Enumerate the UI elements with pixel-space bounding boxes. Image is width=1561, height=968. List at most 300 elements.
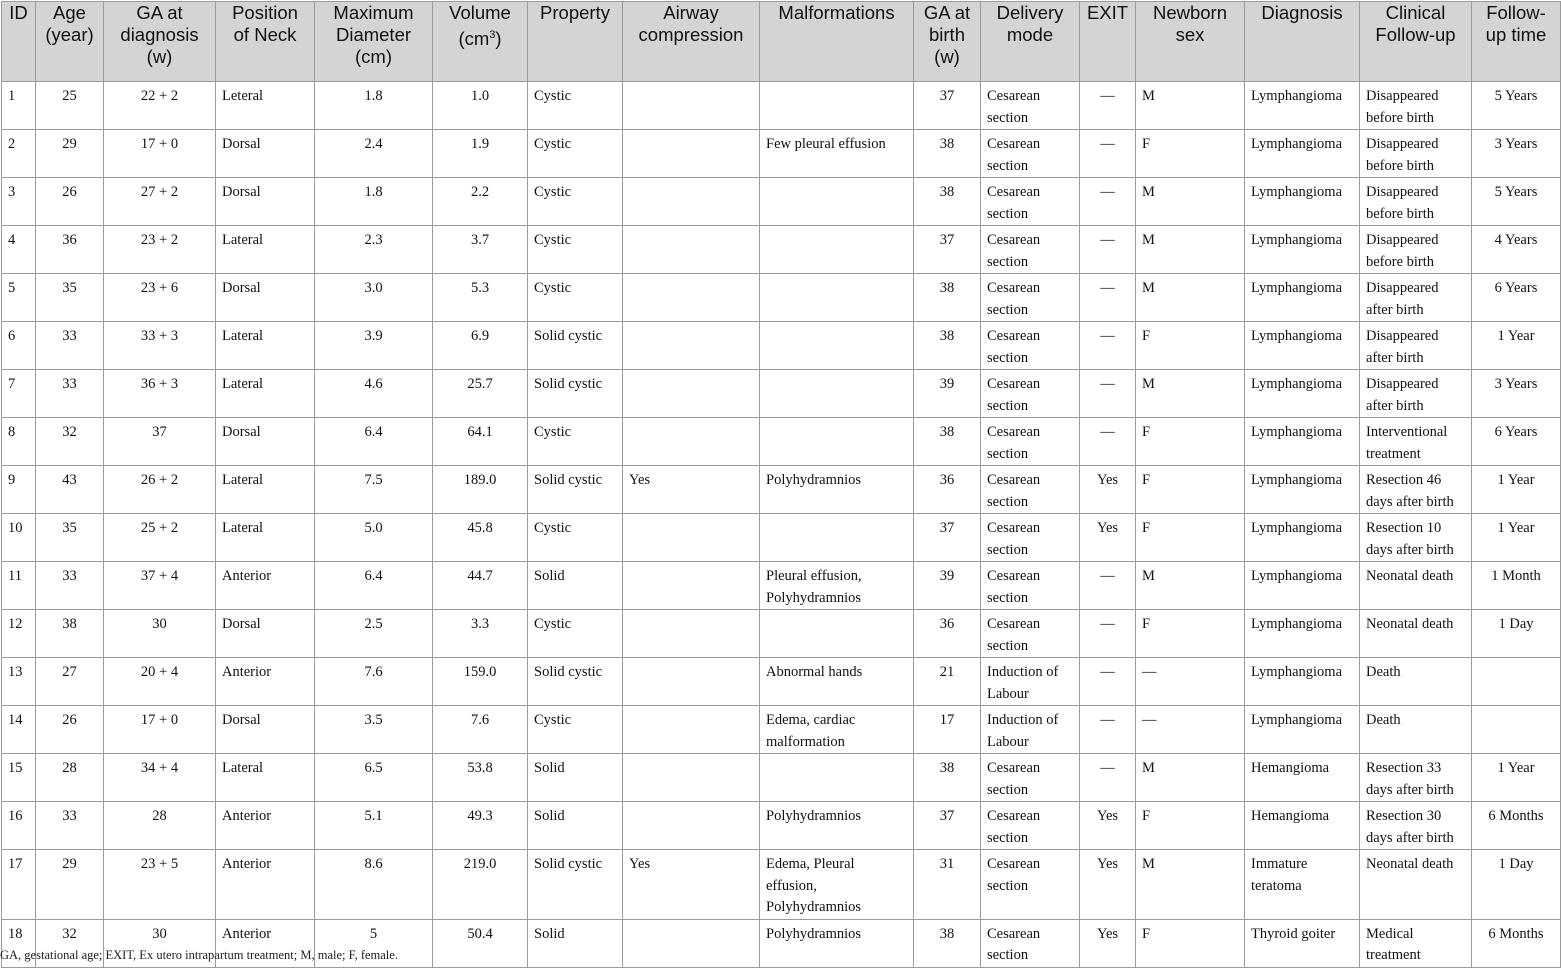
cell-diagnosis: Immature teratoma (1245, 850, 1360, 920)
cell-id: 2 (2, 130, 36, 178)
cell-exit: — (1080, 610, 1136, 658)
cell-position-of-neck: Lateral (216, 370, 315, 418)
table-row (2, 418, 1561, 466)
cell-malformations: Polyhydramnios (760, 466, 914, 514)
cell-airway-compression: Yes (623, 850, 760, 920)
cell-id: 7 (2, 370, 36, 418)
cell-id: 16 (2, 802, 36, 850)
cell-volume: 1.0 (433, 82, 528, 130)
table-row (2, 706, 1561, 754)
cell-exit: — (1080, 706, 1136, 754)
cell-newborn-sex: F (1136, 466, 1245, 514)
cell-ga-at-diagnosis: 25 + 2 (104, 514, 216, 562)
cell-position-of-neck: Lateral (216, 466, 315, 514)
cell-ga-at-birth: 38 (914, 130, 981, 178)
table-row (2, 322, 1561, 370)
cell-airway-compression (623, 514, 760, 562)
cell-ga-at-diagnosis: 23 + 5 (104, 850, 216, 920)
cell-id: 10 (2, 514, 36, 562)
cell-maximum-diameter: 3.9 (315, 322, 433, 370)
cell-malformations (760, 178, 914, 226)
cell-ga-at-diagnosis: 17 + 0 (104, 706, 216, 754)
cell-newborn-sex: — (1136, 706, 1245, 754)
column-header-delivery-mode (981, 2, 1080, 82)
cell-maximum-diameter: 2.3 (315, 226, 433, 274)
cell-age: 25 (36, 82, 104, 130)
cell-clinical-follow-up: Neonatal death (1360, 850, 1472, 920)
cell-ga-at-birth: 38 (914, 178, 981, 226)
cell-maximum-diameter: 5.1 (315, 802, 433, 850)
cell-maximum-diameter: 6.4 (315, 418, 433, 466)
column-header-line: diagnosis (120, 24, 199, 45)
cell-clinical-follow-up: Disappeared after birth (1360, 274, 1472, 322)
cell-position-of-neck: Leteral (216, 82, 315, 130)
cell-diagnosis: Lymphangioma (1245, 658, 1360, 706)
cell-delivery-mode: Cesarean section (981, 850, 1080, 920)
cell-exit: — (1080, 754, 1136, 802)
cell-maximum-diameter: 3.5 (315, 706, 433, 754)
cell-malformations (760, 370, 914, 418)
cell-follow-up-time: 1 Day (1472, 850, 1561, 920)
column-header-airway-compression (623, 2, 760, 82)
cell-airway-compression (623, 706, 760, 754)
cell-airway-compression: Yes (623, 466, 760, 514)
cell-follow-up-time: 6 Months (1472, 919, 1561, 967)
column-header-line: Follow-up (1375, 24, 1456, 45)
cell-follow-up-time: 1 Year (1472, 322, 1561, 370)
column-header-follow-up-time (1472, 2, 1561, 82)
cell-airway-compression (623, 802, 760, 850)
column-header-line: Property (540, 2, 610, 23)
cell-follow-up-time (1472, 706, 1561, 754)
cell-exit: — (1080, 370, 1136, 418)
cell-airway-compression (623, 178, 760, 226)
column-header-position-of-neck (216, 2, 315, 82)
cell-property: Solid (528, 562, 623, 610)
cell-ga-at-birth: 37 (914, 226, 981, 274)
cell-age: 35 (36, 514, 104, 562)
cell-position-of-neck: Anterior (216, 562, 315, 610)
cell-ga-at-birth: 38 (914, 919, 981, 967)
cell-exit: — (1080, 130, 1136, 178)
cell-age: 43 (36, 466, 104, 514)
cell-follow-up-time: 1 Day (1472, 610, 1561, 658)
cell-ga-at-birth: 39 (914, 370, 981, 418)
cell-delivery-mode: Cesarean section (981, 466, 1080, 514)
cell-follow-up-time: 6 Months (1472, 802, 1561, 850)
column-header-line: Volume (449, 2, 511, 23)
cell-id: 4 (2, 226, 36, 274)
column-header-line: Diameter (335, 24, 412, 45)
cell-delivery-mode: Cesarean section (981, 322, 1080, 370)
cell-property: Solid (528, 802, 623, 850)
cell-diagnosis: Lymphangioma (1245, 514, 1360, 562)
cell-exit: Yes (1080, 919, 1136, 967)
cell-diagnosis: Lymphangioma (1245, 466, 1360, 514)
cell-age: 33 (36, 370, 104, 418)
cell-volume: 50.4 (433, 919, 528, 967)
cell-newborn-sex: M (1136, 274, 1245, 322)
cell-volume: 2.2 (433, 178, 528, 226)
cell-position-of-neck: Dorsal (216, 610, 315, 658)
clinical-data-table-container (1, 1, 1560, 968)
cell-ga-at-diagnosis: 23 + 2 (104, 226, 216, 274)
cell-diagnosis: Lymphangioma (1245, 322, 1360, 370)
cell-ga-at-diagnosis: 34 + 4 (104, 754, 216, 802)
cell-property: Cystic (528, 226, 623, 274)
cell-clinical-follow-up: Interventional treatment (1360, 418, 1472, 466)
cell-newborn-sex: M (1136, 178, 1245, 226)
column-header-line: GA at (923, 2, 971, 23)
cell-position-of-neck: Lateral (216, 322, 315, 370)
cell-ga-at-birth: 36 (914, 466, 981, 514)
cell-delivery-mode: Cesarean section (981, 754, 1080, 802)
column-header-line: (w) (934, 46, 960, 67)
cell-volume: 3.3 (433, 610, 528, 658)
table-row (2, 514, 1561, 562)
cell-airway-compression (623, 322, 760, 370)
column-header-id (2, 2, 36, 82)
cell-malformations (760, 274, 914, 322)
cell-ga-at-diagnosis: 26 + 2 (104, 466, 216, 514)
cell-id: 6 (2, 322, 36, 370)
cell-property: Cystic (528, 178, 623, 226)
table-row (2, 610, 1561, 658)
cell-malformations: Polyhydramnios (760, 802, 914, 850)
cell-ga-at-birth: 21 (914, 658, 981, 706)
cell-airway-compression (623, 130, 760, 178)
cell-position-of-neck: Anterior (216, 850, 315, 920)
cell-ga-at-diagnosis: 27 + 2 (104, 178, 216, 226)
cell-volume: 6.9 (433, 322, 528, 370)
cell-malformations: Edema, Pleural effusion, Polyhydramnios (760, 850, 914, 920)
column-header-line: Age (53, 2, 86, 23)
column-header-diagnosis (1245, 2, 1360, 82)
cell-exit: — (1080, 82, 1136, 130)
cell-exit: — (1080, 322, 1136, 370)
cell-clinical-follow-up: Disappeared after birth (1360, 322, 1472, 370)
cell-clinical-follow-up: Resection 46 days after birth (1360, 466, 1472, 514)
cell-malformations (760, 514, 914, 562)
cell-follow-up-time: 1 Year (1472, 754, 1561, 802)
column-header-maximum-diameter (315, 2, 433, 82)
cell-delivery-mode: Cesarean section (981, 226, 1080, 274)
cell-position-of-neck: Anterior (216, 658, 315, 706)
cell-volume: 53.8 (433, 754, 528, 802)
cell-malformations: Pleural effusion, Polyhydramnios (760, 562, 914, 610)
header-row (2, 2, 1561, 82)
cell-newborn-sex: M (1136, 226, 1245, 274)
cell-age: 32 (36, 418, 104, 466)
cell-clinical-follow-up: Resection 10 days after birth (1360, 514, 1472, 562)
cell-ga-at-diagnosis: 22 + 2 (104, 82, 216, 130)
cell-exit: — (1080, 418, 1136, 466)
cell-position-of-neck: Anterior (216, 919, 315, 967)
cell-ga-at-diagnosis: 33 + 3 (104, 322, 216, 370)
cell-exit: — (1080, 274, 1136, 322)
cell-property: Cystic (528, 418, 623, 466)
cell-clinical-follow-up: Neonatal death (1360, 562, 1472, 610)
cell-age: 26 (36, 706, 104, 754)
cell-malformations (760, 418, 914, 466)
column-header-line: Malformations (778, 2, 895, 23)
cell-newborn-sex: M (1136, 754, 1245, 802)
cell-delivery-mode: Cesarean section (981, 274, 1080, 322)
cell-ga-at-diagnosis: 28 (104, 802, 216, 850)
cell-airway-compression (623, 562, 760, 610)
cell-malformations (760, 82, 914, 130)
cell-age: 33 (36, 322, 104, 370)
cell-id: 1 (2, 82, 36, 130)
cell-clinical-follow-up: Resection 30 days after birth (1360, 802, 1472, 850)
cell-delivery-mode: Cesarean section (981, 418, 1080, 466)
cell-maximum-diameter: 1.8 (315, 178, 433, 226)
cell-ga-at-diagnosis: 37 (104, 418, 216, 466)
column-header-line: compression (638, 24, 744, 45)
cell-delivery-mode: Cesarean section (981, 514, 1080, 562)
cell-airway-compression (623, 226, 760, 274)
column-header-exit (1080, 2, 1136, 82)
table-footnote: GA, gestational age; EXIT, Ex utero intrapartum treatment; M, male; F, female. (0, 948, 398, 962)
cell-volume: 44.7 (433, 562, 528, 610)
cell-volume: 159.0 (433, 658, 528, 706)
cell-id: 5 (2, 274, 36, 322)
column-header-line: (w) (146, 46, 173, 67)
cell-age: 33 (36, 562, 104, 610)
cell-position-of-neck: Lateral (216, 754, 315, 802)
cell-airway-compression (623, 370, 760, 418)
cell-property: Solid cystic (528, 322, 623, 370)
table-row (2, 82, 1561, 130)
cell-id: 17 (2, 850, 36, 920)
cell-malformations: Abnormal hands (760, 658, 914, 706)
cell-malformations (760, 226, 914, 274)
cell-malformations (760, 610, 914, 658)
clinical-data-table (1, 1, 1561, 968)
cell-ga-at-birth: 37 (914, 82, 981, 130)
cell-ga-at-birth: 37 (914, 802, 981, 850)
cell-newborn-sex: M (1136, 850, 1245, 920)
column-header-line: Position (232, 2, 298, 23)
cell-airway-compression (623, 658, 760, 706)
cell-malformations: Few pleural effusion (760, 130, 914, 178)
cell-volume: 7.6 (433, 706, 528, 754)
cell-property: Solid cystic (528, 658, 623, 706)
cell-maximum-diameter: 2.5 (315, 610, 433, 658)
cell-property: Cystic (528, 130, 623, 178)
table-body (2, 82, 1561, 968)
cell-delivery-mode: Cesarean section (981, 562, 1080, 610)
column-header-line: Airway (663, 2, 719, 23)
cell-property: Solid cystic (528, 370, 623, 418)
cell-airway-compression (623, 754, 760, 802)
cell-position-of-neck: Anterior (216, 802, 315, 850)
cell-ga-at-birth: 37 (914, 514, 981, 562)
column-header-clinical-follow-up (1360, 2, 1472, 82)
cell-position-of-neck: Dorsal (216, 706, 315, 754)
table-row (2, 370, 1561, 418)
column-header-volume (433, 2, 528, 82)
cell-malformations: Polyhydramnios (760, 919, 914, 967)
cell-delivery-mode: Cesarean section (981, 370, 1080, 418)
table-row (2, 754, 1561, 802)
cell-exit: — (1080, 562, 1136, 610)
cell-maximum-diameter: 3.0 (315, 274, 433, 322)
cell-property: Solid (528, 754, 623, 802)
cell-clinical-follow-up: Resection 33 days after birth (1360, 754, 1472, 802)
cell-volume: 189.0 (433, 466, 528, 514)
table-row (2, 130, 1561, 178)
cell-newborn-sex: M (1136, 370, 1245, 418)
cell-id: 18 (2, 919, 36, 967)
cell-delivery-mode: Cesarean section (981, 178, 1080, 226)
cell-volume: 1.9 (433, 130, 528, 178)
cell-exit: Yes (1080, 802, 1136, 850)
cell-age: 29 (36, 850, 104, 920)
cell-position-of-neck: Lateral (216, 514, 315, 562)
cell-follow-up-time: 5 Years (1472, 178, 1561, 226)
cell-maximum-diameter: 7.5 (315, 466, 433, 514)
cell-age: 28 (36, 754, 104, 802)
cell-newborn-sex: — (1136, 658, 1245, 706)
column-header-line: of Neck (233, 24, 297, 45)
cell-newborn-sex: F (1136, 418, 1245, 466)
cell-diagnosis: Lymphangioma (1245, 178, 1360, 226)
cell-property: Cystic (528, 610, 623, 658)
cell-follow-up-time: 3 Years (1472, 130, 1561, 178)
cell-maximum-diameter: 2.4 (315, 130, 433, 178)
cell-clinical-follow-up: Neonatal death (1360, 610, 1472, 658)
column-header-property (528, 2, 623, 82)
column-header-line: Clinical (1385, 2, 1446, 23)
cell-age: 36 (36, 226, 104, 274)
cell-ga-at-diagnosis: 30 (104, 919, 216, 967)
cell-age: 35 (36, 274, 104, 322)
cell-id: 11 (2, 562, 36, 610)
cell-follow-up-time: 4 Years (1472, 226, 1561, 274)
cell-exit: — (1080, 178, 1136, 226)
cell-volume: 49.3 (433, 802, 528, 850)
cell-id: 13 (2, 658, 36, 706)
cell-newborn-sex: F (1136, 919, 1245, 967)
column-header-line: (year) (45, 24, 94, 45)
table-row (2, 466, 1561, 514)
cell-ga-at-birth: 31 (914, 850, 981, 920)
cell-clinical-follow-up: Disappeared before birth (1360, 178, 1472, 226)
cell-newborn-sex: F (1136, 610, 1245, 658)
cell-diagnosis: Lymphangioma (1245, 130, 1360, 178)
cell-malformations (760, 322, 914, 370)
cell-ga-at-birth: 17 (914, 706, 981, 754)
cell-maximum-diameter: 1.8 (315, 82, 433, 130)
cell-diagnosis: Lymphangioma (1245, 274, 1360, 322)
cell-airway-compression (623, 274, 760, 322)
cell-delivery-mode: Cesarean section (981, 130, 1080, 178)
column-header-line: $(cm^3)$ (458, 28, 502, 50)
cell-newborn-sex: F (1136, 130, 1245, 178)
cell-clinical-follow-up: Disappeared before birth (1360, 82, 1472, 130)
cell-ga-at-birth: 38 (914, 418, 981, 466)
cell-diagnosis: Lymphangioma (1245, 562, 1360, 610)
cell-diagnosis: Hemangioma (1245, 754, 1360, 802)
column-header-ga-at-diagnosis (104, 2, 216, 82)
table-row (2, 226, 1561, 274)
column-header-line: Newborn (1152, 2, 1228, 23)
cell-ga-at-diagnosis: 23 + 6 (104, 274, 216, 322)
cell-ga-at-diagnosis: 20 + 4 (104, 658, 216, 706)
cell-volume: 3.7 (433, 226, 528, 274)
cell-malformations: Edema, cardiac malformation (760, 706, 914, 754)
column-header-line: EXIT (1086, 2, 1129, 23)
cell-maximum-diameter: 6.4 (315, 562, 433, 610)
column-header-line: Diagnosis (1261, 2, 1343, 23)
cell-diagnosis: Lymphangioma (1245, 418, 1360, 466)
column-header-line: birth (929, 24, 965, 45)
cell-property: Cystic (528, 274, 623, 322)
cell-ga-at-birth: 38 (914, 754, 981, 802)
cell-maximum-diameter: 4.6 (315, 370, 433, 418)
cell-diagnosis: Lymphangioma (1245, 226, 1360, 274)
table-row (2, 274, 1561, 322)
cell-exit: — (1080, 658, 1136, 706)
table-row (2, 802, 1561, 850)
cell-clinical-follow-up: Death (1360, 706, 1472, 754)
cell-age: 38 (36, 610, 104, 658)
cell-delivery-mode: Cesarean section (981, 802, 1080, 850)
cell-exit: Yes (1080, 466, 1136, 514)
column-header-age (36, 2, 104, 82)
cell-ga-at-diagnosis: 36 + 3 (104, 370, 216, 418)
column-header-line: Maximum (333, 2, 414, 23)
cell-follow-up-time: 1 Year (1472, 514, 1561, 562)
cell-follow-up-time: 5 Years (1472, 82, 1561, 130)
cell-volume: 45.8 (433, 514, 528, 562)
column-header-ga-at-birth (914, 2, 981, 82)
cell-exit: Yes (1080, 850, 1136, 920)
column-header-malformations (760, 2, 914, 82)
cell-follow-up-time: 1 Month (1472, 562, 1561, 610)
cell-property: Solid cystic (528, 466, 623, 514)
cell-ga-at-birth: 39 (914, 562, 981, 610)
cell-position-of-neck: Dorsal (216, 418, 315, 466)
cell-age: 29 (36, 130, 104, 178)
cell-position-of-neck: Dorsal (216, 178, 315, 226)
cell-maximum-diameter: 8.6 (315, 850, 433, 920)
cell-newborn-sex: M (1136, 562, 1245, 610)
cell-id: 14 (2, 706, 36, 754)
cell-delivery-mode: Cesarean section (981, 919, 1080, 967)
cell-diagnosis: Lymphangioma (1245, 610, 1360, 658)
cell-diagnosis: Hemangioma (1245, 802, 1360, 850)
table-row (2, 850, 1561, 920)
cell-id: 9 (2, 466, 36, 514)
cell-follow-up-time: 6 Years (1472, 274, 1561, 322)
cell-age: 27 (36, 658, 104, 706)
cell-age: 32 (36, 919, 104, 967)
cell-follow-up-time: 3 Years (1472, 370, 1561, 418)
cell-diagnosis: Lymphangioma (1245, 370, 1360, 418)
cell-clinical-follow-up: Disappeared before birth (1360, 130, 1472, 178)
cell-property: Cystic (528, 514, 623, 562)
cell-ga-at-birth: 38 (914, 322, 981, 370)
column-header-line: (cm) (355, 46, 392, 67)
cell-newborn-sex: F (1136, 514, 1245, 562)
column-header-line: ID (9, 2, 28, 23)
column-header-line: Delivery (996, 2, 1064, 23)
cell-airway-compression (623, 610, 760, 658)
cell-property: Cystic (528, 82, 623, 130)
cell-ga-at-diagnosis: 37 + 4 (104, 562, 216, 610)
